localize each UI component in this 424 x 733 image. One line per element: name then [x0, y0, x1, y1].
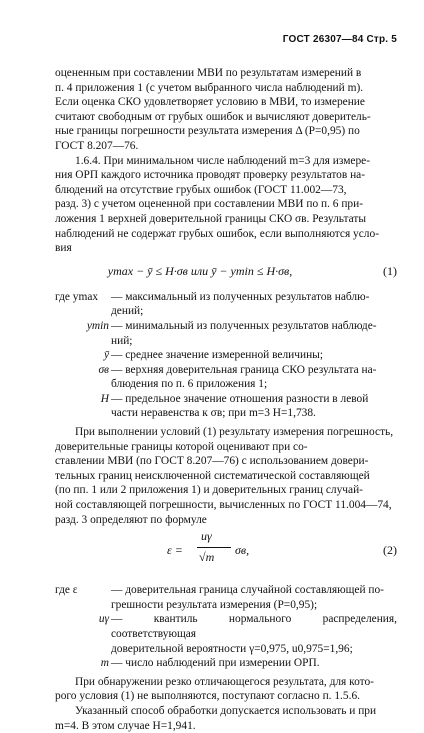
definition-term: m — [100, 657, 109, 670]
formula-2-numerator: uγ — [201, 529, 212, 544]
text-line: ложения 1 верхней доверительной границы СКО σв. Результаты — [55, 212, 367, 225]
text-line: разд. 3) с учетом оцененной при составлении МВИ по п. 6 при- — [55, 198, 363, 211]
text-line: ния ОРП каждого источника проводят проверку результатов на- — [55, 169, 366, 182]
definition-term — [55, 642, 111, 657]
definition-text: — верхняя доверительная граница СКО результата на- — [111, 363, 377, 376]
definition-text: — предельное значение отношения разности в левой — [111, 392, 369, 405]
definition-row — [55, 642, 397, 657]
definition-term: σв — [98, 363, 109, 376]
text-line: m=4. В этом случае H=1,941. — [55, 719, 196, 732]
formula-2-denominator: √m — [199, 550, 215, 565]
text-line: разд. 3 определяют по формуле — [55, 513, 207, 526]
definition-text: ний; — [111, 334, 133, 347]
definition-row — [55, 583, 397, 598]
definition-term: ymin — [86, 319, 109, 332]
text-line: считают свободным от грубых ошибок и вычисляют доверитель- — [55, 110, 371, 123]
text-line: 1.6.4. При минимальном числе наблюдений m=3 для измере- — [75, 154, 370, 167]
definition-row — [55, 377, 397, 392]
text-line: ной составляющей погрешности, вычисленных по ГОСТ 11.004—74, — [55, 499, 392, 512]
text-line: Указанный способ обработки допускается использовать и при — [75, 704, 377, 717]
definition-text: грешности результата измерения (P=0,95); — [111, 598, 318, 611]
definition-term: uγ — [98, 613, 109, 626]
formula-1-text: ymax − ȳ ≤ H·σв или ȳ − ymin ≤ H·σв, — [107, 263, 293, 278]
text-line: тельных границ неисключенной систематической составляющей — [55, 469, 370, 482]
paragraph-1-6-4 — [55, 154, 397, 256]
text-line: Если оценка СКО удовлетворяет условию в МВИ, то измерение — [55, 96, 365, 109]
definition-row — [55, 656, 397, 671]
paragraph-5 — [55, 704, 397, 733]
definition-row — [55, 304, 397, 319]
paragraph-1 — [55, 66, 397, 154]
definition-text: — квантиль нормального распределения, соответствующая — [111, 613, 397, 640]
definition-text: части неравенства к σв; при m=3 H=1,738. — [111, 407, 316, 420]
definition-row — [55, 612, 397, 641]
definition-text: — минимальный из полученных результатов наблюде- — [111, 319, 377, 332]
definitions-list-1 — [55, 290, 397, 421]
text-line: блюдений на отсутствие грубых ошибок (ГОСТ 11.002—73, — [55, 183, 347, 196]
definition-term — [55, 598, 111, 613]
page-header: ГОСТ 26307—84 Стр. 5 — [282, 34, 397, 45]
paragraph-4 — [55, 675, 397, 704]
definition-row — [55, 348, 397, 363]
text-line: доверительные границы которой оценивают при со- — [55, 440, 308, 453]
text-line: ГОСТ 8.207—76. — [55, 139, 139, 152]
document-body — [55, 66, 397, 733]
text-line: При выполнении условий (1) результату измерения погрешность, — [75, 426, 394, 439]
definition-text: — максимальный из полученных результатов наблю- — [111, 290, 370, 303]
definition-row — [55, 319, 397, 334]
fraction-bar — [197, 547, 231, 548]
definition-term — [55, 334, 111, 349]
definition-row — [55, 290, 397, 305]
formula-1 — [55, 256, 397, 288]
definition-row — [55, 406, 397, 421]
formula-2-number: (2) — [383, 543, 397, 558]
definition-row — [55, 392, 397, 407]
text-line: ные границы погрешности результата измерения Δ (P=0,95) по — [55, 125, 360, 138]
definition-term: H — [100, 392, 109, 405]
formula-2 — [55, 527, 397, 581]
formula-2-lhs: ε = — [167, 543, 183, 558]
definition-term: где ε — [55, 584, 78, 597]
formula-2-expression — [167, 529, 285, 579]
definition-term: где ymax — [55, 290, 99, 303]
formula-1-number: (1) — [383, 263, 397, 278]
definition-term — [55, 304, 111, 319]
definition-term: ȳ — [103, 349, 109, 362]
definition-text: — доверительная граница случайной составляющей по- — [111, 584, 384, 597]
definitions-list-2 — [55, 583, 397, 671]
text-line: (по пп. 1 или 2 приложения 1) и доверительных границ случай- — [55, 484, 363, 497]
definition-text: доверительной вероятности γ=0,975, u0,975=1,96; — [111, 642, 353, 655]
text-line: оцененным при составлении МВИ по результатам измерений в — [55, 67, 362, 79]
formula-2-sigma: σв, — [235, 543, 250, 558]
text-line: ставлении МВИ (по ГОСТ 8.207—76) с использованием довери- — [55, 455, 369, 468]
text-line: При обнаружении резко отличающегося результата, для кото- — [75, 675, 374, 688]
paragraph-3 — [55, 425, 397, 527]
definition-text: — число наблюдений при измерении ОРП. — [111, 657, 320, 670]
definition-text: дений; — [111, 305, 144, 318]
text-line: рого условия (1) не выполняются, поступают согласно п. 1.5.6. — [55, 690, 360, 703]
text-line: вия — [55, 242, 72, 255]
definition-text: блюдения по п. 6 приложения 1; — [111, 378, 268, 391]
definition-row — [55, 363, 397, 378]
definition-term — [55, 377, 111, 392]
definition-row — [55, 334, 397, 349]
text-line: наблюдений не содержат грубых ошибок, если выполняются усло- — [55, 227, 379, 240]
definition-row — [55, 598, 397, 613]
text-line: п. 4 приложения 1 (с учетом выбранного числа наблюдений m). — [55, 81, 364, 94]
definition-term — [55, 406, 111, 421]
definition-text: — среднее значение измеренной величины; — [111, 349, 323, 362]
